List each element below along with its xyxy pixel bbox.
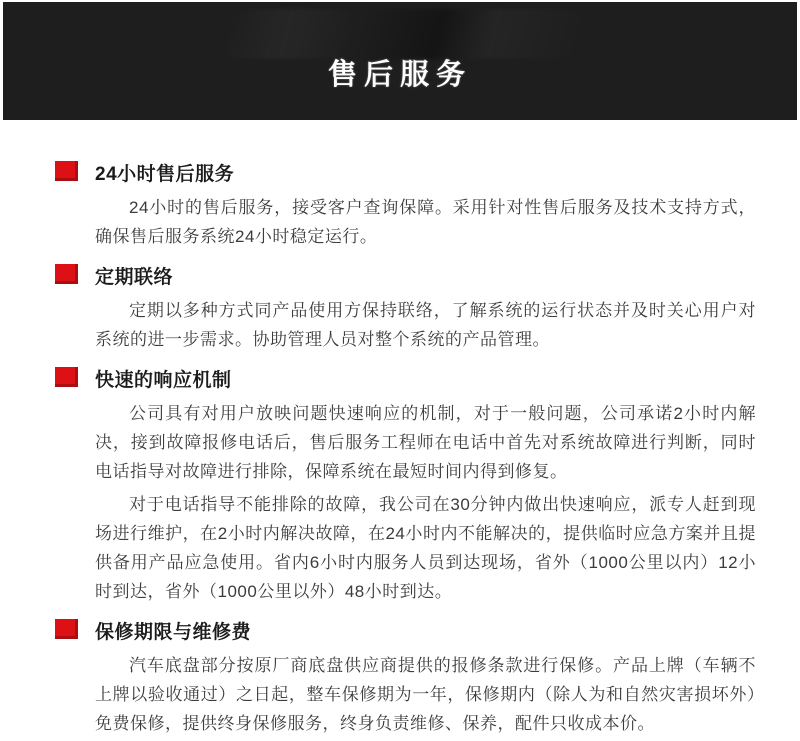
section-heading-row [55,262,756,289]
section-regular-contact [55,262,756,354]
section-heading-row [55,617,756,644]
section-paragraph: 汽车底盘部分按原厂商底盘供应商提供的报修条款进行保修。产品上牌（车辆不上牌以验收通过）之日起，整车保修期为一年，保修期内（除人为和自然灾害损坏外）免费保修，提供终身保修服务，终身负责维修、保养，配件只收成本价。 [95,656,756,733]
red-square-bullet-icon [55,264,78,284]
section-heading: 保修期限与维修费 [95,622,252,643]
section-paragraph: 定期以多种方式同产品使用方保持联络，了解系统的运行状态并及时关心用户对系统的进一步需求。协助管理人员对整个系统的产品管理。 [95,301,756,349]
section-heading-row [55,365,756,392]
section-paragraph: 24小时的售后服务，接受客户查询保障。采用针对性售后服务及技术支持方式，确保售后服务系统24小时稳定运行。 [95,198,756,246]
section-heading: 定期联络 [95,267,174,288]
section-paragraph: 对于电话指导不能排除的故障，我公司在30分钟内做出快速响应，派专人赶到现场进行维护，在2小时内解决故障，在24小时内不能解决的，提供临时应急方案并且提供备用产品应急使用。省内6小时内服务人员到达现场，省外（1000公里以内）12小时到达，省外（1000公里以外）48小时到达。 [95,495,756,601]
section-heading: 24小时售后服务 [95,164,235,185]
section-24h-service [55,159,756,251]
page-header [3,2,797,120]
red-square-bullet-icon [55,367,78,387]
red-square-bullet-icon [55,619,78,639]
section-paragraph: 公司具有对用户放映问题快速响应的机制，对于一般问题，公司承诺2小时内解决，接到故障报修电话后，售后服务工程师在电话中首先对系统故障进行判断，同时电话指导对故障进行排除，保障系统在最短时间内得到修复。 [95,404,756,481]
section-heading: 快速的响应机制 [95,370,232,391]
section-warranty-fees [55,617,756,738]
section-heading-row [55,159,756,186]
content [0,120,800,738]
red-square-bullet-icon [55,161,78,181]
page-title: 售后服务 [327,58,472,91]
section-rapid-response [55,365,756,606]
